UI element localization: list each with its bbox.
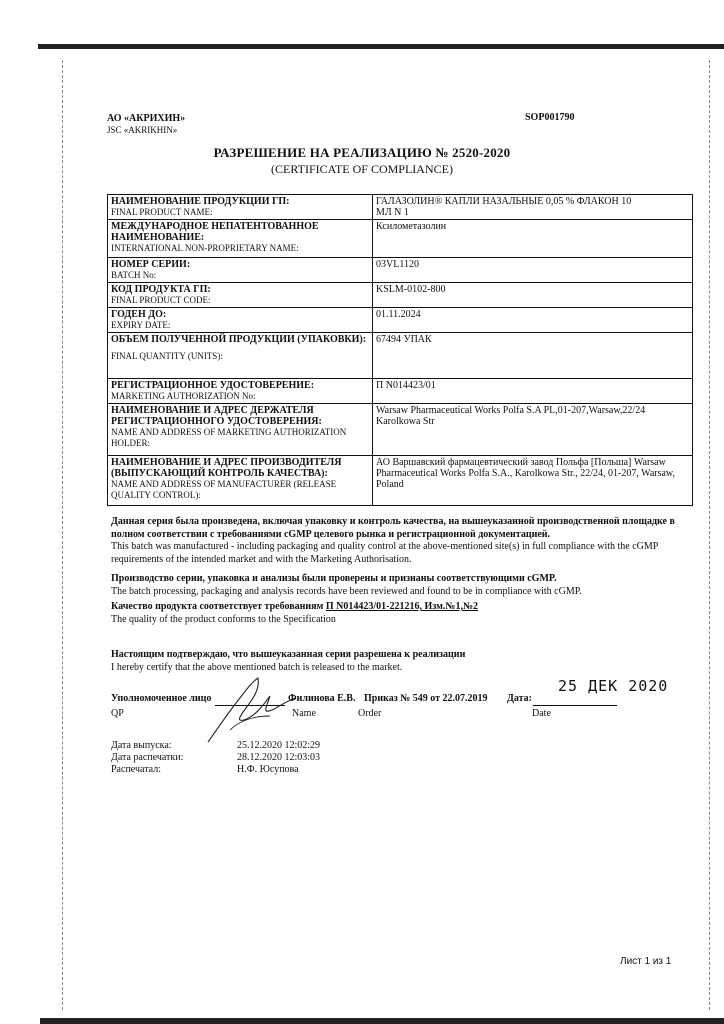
date-label-ru: Дата: bbox=[507, 693, 532, 704]
company-name-ru: АО «АКРИХИН» bbox=[107, 113, 186, 124]
scan-edge-top bbox=[38, 44, 724, 49]
page-number: Лист 1 из 1 bbox=[620, 956, 672, 967]
statement-ru: Настоящим подтверждаю, что вышеуказанная серия разрешена к реализации bbox=[111, 649, 466, 660]
table-row bbox=[108, 258, 693, 283]
row-label-en: FINAL QUANTITY (UNITS): bbox=[111, 351, 223, 361]
order-label-en: Order bbox=[358, 708, 382, 719]
release-certification bbox=[111, 649, 691, 674]
compliance-statement-2 bbox=[111, 573, 691, 598]
statement-en: The batch processing, packaging and analysis records have been reviewed and found to be in compliance with cGMP. bbox=[111, 585, 582, 597]
statement-ru: Качество продукта соответствует требованиям bbox=[111, 601, 326, 612]
compliance-statement-1 bbox=[111, 516, 691, 566]
statement-en: The quality of the product conforms to the Specification bbox=[111, 613, 336, 625]
statement-en: I hereby certify that the above mentioned batch is released to the market. bbox=[111, 661, 403, 673]
certificate-subtitle: (CERTIFICATE OF COMPLIANCE) bbox=[271, 162, 453, 176]
row-value: 01.11.2024 bbox=[373, 308, 693, 333]
row-label-en: EXPIRY DATE: bbox=[111, 320, 171, 330]
row-value: Warsaw Pharmaceutical Works Polfa S.A PL,01-207,Warsaw,22/24 Karolkowa Str bbox=[373, 404, 693, 456]
company-name-en: JSC «AKRIKHIN» bbox=[107, 125, 178, 135]
row-value: Ксилометазолин bbox=[373, 220, 693, 258]
scan-edge-bottom bbox=[40, 1018, 724, 1024]
row-value: АО Варшавский фармацевтический завод Польфа [Польша] Warsaw Pharmaceutical Works Polfa S.A., Karolkowa Str., 22/24, 01-207, Warsaw, Poland bbox=[373, 456, 693, 506]
statement-ru: Данная серия была произведена, включая упаковку и контроль качества, на вышеуказанной производственной площадке в полном соответствии с требованиями cGMP целевого рынка и регистрационной документацией. bbox=[111, 516, 675, 540]
table-row bbox=[108, 404, 693, 456]
order-reference: Приказ № 549 от 22.07.2019 bbox=[364, 693, 488, 704]
row-label-ru: НАИМЕНОВАНИЕ И АДРЕС ПРОИЗВОДИТЕЛЯ (ВЫПУСКАЮЩИЙ КОНТРОЛЬ КАЧЕСТВА): bbox=[111, 457, 342, 479]
date-line bbox=[533, 705, 617, 706]
scan-artifact-right bbox=[709, 60, 711, 1010]
document-code: SOP001790 bbox=[525, 112, 575, 123]
qp-name: Филинова Е.В. bbox=[288, 693, 356, 704]
row-label-ru: РЕГИСТРАЦИОННОЕ УДОСТОВЕРЕНИЕ: bbox=[111, 380, 315, 391]
table-row bbox=[108, 195, 693, 220]
row-label-ru: КОД ПРОДУКТА ГП: bbox=[111, 284, 211, 295]
row-label-ru: НОМЕР СЕРИИ: bbox=[111, 259, 191, 270]
printed-by-label: Распечатал: bbox=[111, 764, 161, 775]
print-date-value: 28.12.2020 12:03:03 bbox=[237, 752, 321, 763]
compliance-statement-3 bbox=[111, 601, 691, 626]
row-label-ru: НАИМЕНОВАНИЕ И АДРЕС ДЕРЖАТЕЛЯ РЕГИСТРАЦИОННОГО УДОСТОВЕРЕНИЯ: bbox=[111, 405, 322, 427]
row-label-ru: ГОДЕН ДО: bbox=[111, 309, 167, 320]
row-label-en: FINAL PRODUCT CODE: bbox=[111, 295, 211, 305]
release-date-label: Дата выпуска: bbox=[111, 740, 172, 751]
date-label-en: Date bbox=[532, 708, 551, 719]
table-row bbox=[108, 456, 693, 506]
statement-en: This batch was manufactured - including packaging and quality control at the above-mentioned site(s) in full compliance with the cGMP requirements of the intended market and with the Marketing Authorisation. bbox=[111, 541, 658, 565]
qp-label-ru: Уполномоченное лицо bbox=[111, 693, 212, 704]
table-row bbox=[108, 283, 693, 308]
row-value: ГАЛАЗОЛИН® КАПЛИ НАЗАЛЬНЫЕ 0,05 % ФЛАКОН 10 МЛ N 1 bbox=[373, 195, 693, 220]
specification-reference: П N014423/01-221216, Изм.№1,№2 bbox=[325, 601, 479, 612]
qp-label-en: QP bbox=[111, 708, 124, 719]
table-row bbox=[108, 308, 693, 333]
row-label-ru: ОБЪЕМ ПОЛУЧЕННОЙ ПРОДУКЦИИ (УПАКОВКИ): bbox=[111, 334, 367, 345]
release-date-value: 25.12.2020 12:02:29 bbox=[237, 740, 321, 751]
row-label-ru: НАИМЕНОВАНИЕ ПРОДУКЦИИ ГП: bbox=[111, 196, 290, 207]
row-label-en: NAME AND ADDRESS OF MARKETING AUTHORIZATION HOLDER: bbox=[111, 427, 347, 448]
table-row bbox=[108, 220, 693, 258]
certificate-title: РАЗРЕШЕНИЕ НА РЕАЛИЗАЦИЮ № 2520-2020 bbox=[213, 145, 511, 160]
table-row bbox=[108, 379, 693, 404]
row-label-en: NAME AND ADDRESS OF MANUFACTURER (RELEASE QUALITY CONTROL): bbox=[111, 479, 337, 500]
row-label-en: BATCH No: bbox=[111, 270, 157, 280]
scan-artifact-left bbox=[62, 60, 64, 1010]
row-label-ru: МЕЖДУНАРОДНОЕ НЕПАТЕНТОВАННОЕ НАИМЕНОВАНИЕ: bbox=[111, 221, 319, 243]
printed-by-value: Н.Ф. Юсупова bbox=[237, 764, 299, 775]
row-label-en: INTERNATIONAL NON-PROPRIETARY NAME: bbox=[111, 243, 299, 253]
row-value: KSLM-0102-800 bbox=[373, 283, 693, 308]
row-label-en: MARKETING AUTHORIZATION No: bbox=[111, 391, 256, 401]
row-value: П N014423/01 bbox=[373, 379, 693, 404]
table-row bbox=[108, 333, 693, 379]
row-value: 03VL1120 bbox=[373, 258, 693, 283]
date-stamp: 25 ДЕК 2020 bbox=[558, 677, 669, 695]
row-label-en: FINAL PRODUCT NAME: bbox=[111, 207, 213, 217]
product-details-table bbox=[107, 194, 693, 506]
print-date-label: Дата распечатки: bbox=[111, 752, 184, 763]
statement-ru: Производство серии, упаковка и анализы были проверены и признаны соответствующими cGMP. bbox=[111, 573, 557, 584]
row-value: 67494 УПАК bbox=[373, 333, 693, 379]
name-label-en: Name bbox=[292, 708, 316, 719]
